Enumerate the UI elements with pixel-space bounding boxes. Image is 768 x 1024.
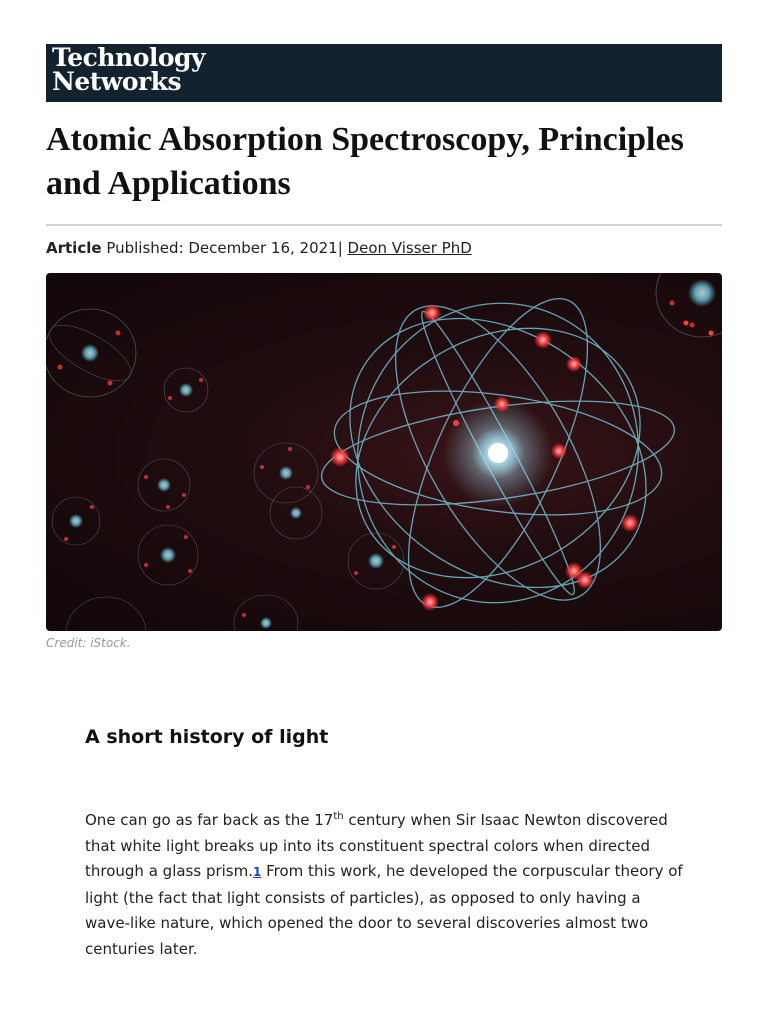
background-atoms [46, 273, 722, 631]
hero-image-atom [46, 273, 722, 631]
article-meta [46, 238, 472, 258]
article-type-label: Article [46, 239, 102, 257]
author-link[interactable]: Deon Visser PhD [347, 239, 472, 257]
para-text-middle: century when Sir Isaac Newton discovered that white light breaks up into its constituent spectral colors when directed through a glass prism. [85, 811, 668, 880]
meta-separator: | [337, 239, 343, 257]
logo-line-2: Networks [52, 67, 182, 96]
para-text-start: One can go as far back as the 17 [85, 811, 334, 829]
body-paragraph [85, 808, 685, 962]
superscript-th: th [333, 811, 344, 822]
article-title: Atomic Absorption Spectroscopy, Principles and Applications [46, 121, 684, 202]
technology-networks-logo[interactable] [52, 43, 206, 96]
section-heading: A short history of light [85, 726, 329, 748]
reference-link[interactable]: 1 [253, 865, 262, 879]
para-text-end: From this work, he developed the corpuscular theory of light (the fact that light consists of particles), as opposed to only having a wave-like nature, which opened the door to several discoveries almost two centuries later. [85, 862, 683, 958]
title-divider [46, 224, 722, 226]
publish-date: Published: December 16, 2021 [106, 239, 338, 257]
main-atom [298, 273, 698, 631]
site-header-banner [46, 44, 722, 102]
atom-illustration [46, 273, 722, 631]
image-credit: Credit: iStock. [46, 636, 131, 650]
logo-line-1: Technology [52, 43, 206, 72]
